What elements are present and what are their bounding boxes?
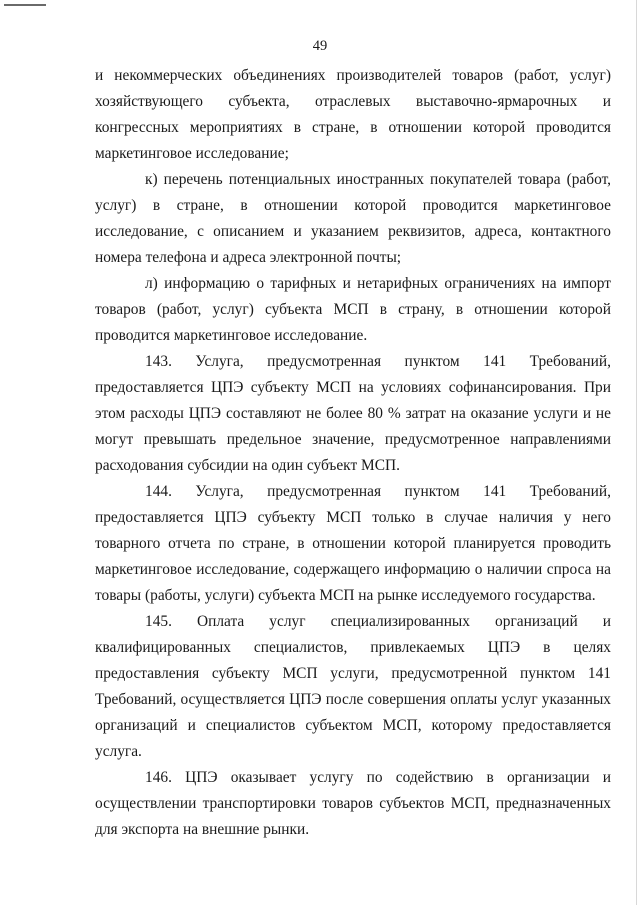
document-body <box>95 63 611 843</box>
page-edge-line <box>636 0 637 905</box>
paragraph-143: 143. Услуга, предусмотренная пунктом 141 Требований, предоставляется ЦПЭ субъекту МСП на условиях софинансирования. При этом расходы ЦПЭ составляют не более 80 % затрат на оказание услуги и не могут превышать предельное значение, предусмотренное направлениями расходования субсидии на один субъект МСП. <box>95 353 611 474</box>
paragraph-item-l: л) информацию о тарифных и нетарифных ограничениях на импорт товаров (работ, услуг) субъекта МСП в страну, в отношении которой проводится маркетинговое исследование. <box>95 275 611 344</box>
scan-artifact-mark <box>4 4 46 6</box>
paragraph-145: 145. Оплата услуг специализированных организаций и квалифицированных специалистов, привлекаемых ЦПЭ в целях предоставления субъекту МСП услуги, предусмотренной пунктом 141 Требований, осуществляется ЦПЭ после совершения оплаты услуг указанных организаций и специалистов субъектом МСП, которому предоставляется услуга. <box>95 613 611 760</box>
paragraph-continuation: и некоммерческих объединениях производителей товаров (работ, услуг) хозяйствующего субъекта, отраслевых выставочно-ярмарочных и конгрессных мероприятиях в стране, в отношении которой проводится маркетинговое исследование; <box>95 67 611 162</box>
paragraph-146: 146. ЦПЭ оказывает услугу по содействию в организации и осуществлении транспортировки товаров субъектов МСП, предназначенных для экспорта на внешние рынки. <box>95 769 611 838</box>
page-number: 49 <box>312 38 328 54</box>
paragraph-item-k: к) перечень потенциальных иностранных покупателей товара (работ, услуг) в стране, в отношении которой проводится маркетинговое исследование, с описанием и указанием реквизитов, адреса, контактного номера телефона и адреса электронной почты; <box>95 171 611 266</box>
paragraph-144: 144. Услуга, предусмотренная пунктом 141 Требований, предоставляется ЦПЭ субъекту МСП только в случае наличия у него товарного отчета по стране, в отношении которой планируется проводить маркетинговое исследование, содержащего информацию о наличии спроса на товары (работы, услуги) субъекта МСП на рынке исследуемого государства. <box>95 483 611 604</box>
